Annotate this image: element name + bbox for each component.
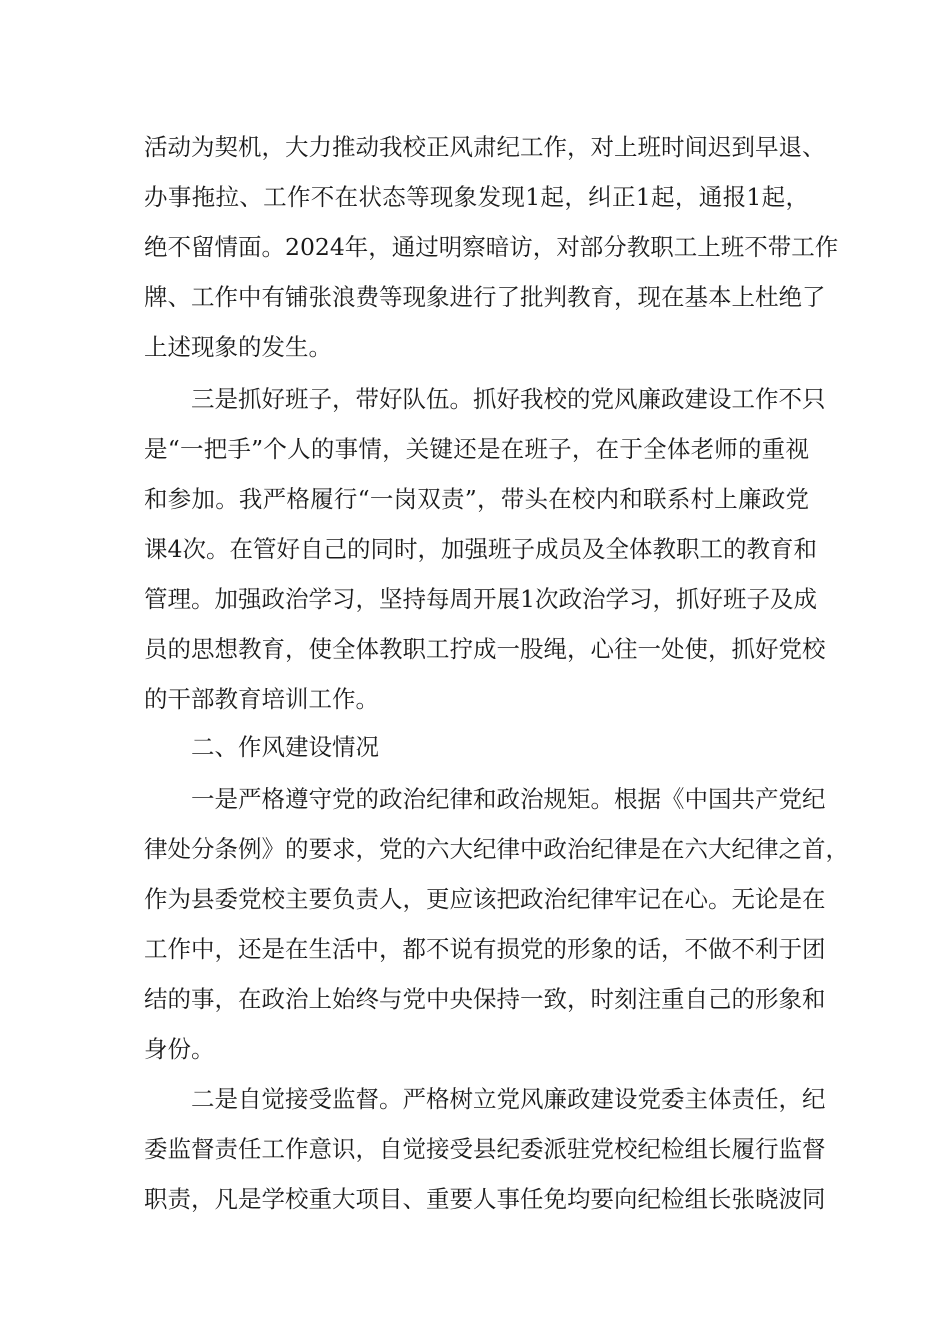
text-line: 的干部教育培训工作。 bbox=[144, 685, 379, 713]
text-line: 工作中，还是在生活中，都不说有损党的形象的话，不做不利于团 bbox=[144, 935, 826, 963]
text-line: 三是抓好班子，带好队伍。抓好我校的党风廉政建设工作不只 bbox=[191, 385, 826, 413]
text-line: 活动为契机，大力推动我校正风肃纪工作，对上班时间迟到早退、 bbox=[144, 133, 826, 161]
text-line: 员的思想教育，使全体教职工拧成一股绳，心往一处使，抓好党校 bbox=[144, 635, 826, 663]
text-line: 职责，凡是学校重大项目、重要人事任免均要向纪检组长张晓波同 bbox=[144, 1185, 826, 1213]
paragraph-supervision bbox=[144, 1074, 826, 1224]
paragraph-continued bbox=[144, 122, 839, 372]
text-line: 身份。 bbox=[144, 1035, 215, 1063]
text-line: 管理。加强政治学习，坚持每周开展1次政治学习，抓好班子及成 bbox=[144, 585, 817, 613]
text-line: 上述现象的发生。 bbox=[144, 333, 332, 361]
text-line: 和参加。我严格履行“一岗双责”，带头在校内和联系村上廉政党 bbox=[144, 485, 809, 513]
text-line: 委监督责任工作意识，自觉接受县纪委派驻党校纪检组长履行监督 bbox=[144, 1135, 826, 1163]
text-line: 是“一把手”个人的事情，关键还是在班子，在于全体老师的重视 bbox=[144, 435, 809, 463]
text-line: 结的事，在政治上始终与党中央保持一致，时刻注重自己的形象和 bbox=[144, 985, 826, 1013]
text-line: 二是自觉接受监督。严格树立党风廉政建设党委主体责任，纪 bbox=[191, 1085, 826, 1113]
text-line: 作为县委党校主要负责人，更应该把政治纪律牢记在心。无论是在 bbox=[144, 885, 826, 913]
section-heading bbox=[144, 722, 809, 772]
text-line: 课4次。在管好自己的同时，加强班子成员及全体教职工的教育和 bbox=[144, 535, 817, 563]
heading-line: 二、作风建设情况 bbox=[191, 733, 379, 761]
text-line: 牌、工作中有铺张浪费等现象进行了批判教育，现在基本上杜绝了 bbox=[144, 283, 826, 311]
text-line: 律处分条例》的要求，党的六大纪律中政治纪律是在六大纪律之首， bbox=[144, 835, 849, 863]
paragraph-team-building bbox=[144, 374, 826, 724]
text-line: 绝不留情面。2024年，通过明察暗访，对部分教职工上班不带工作 bbox=[144, 233, 839, 261]
text-line: 办事拖拉、工作不在状态等现象发现1起，纠正1起，通报1起， bbox=[144, 183, 809, 211]
paragraph-political-discipline bbox=[144, 774, 849, 1074]
text-line: 一是严格遵守党的政治纪律和政治规矩。根据《中国共产党纪 bbox=[191, 785, 826, 813]
